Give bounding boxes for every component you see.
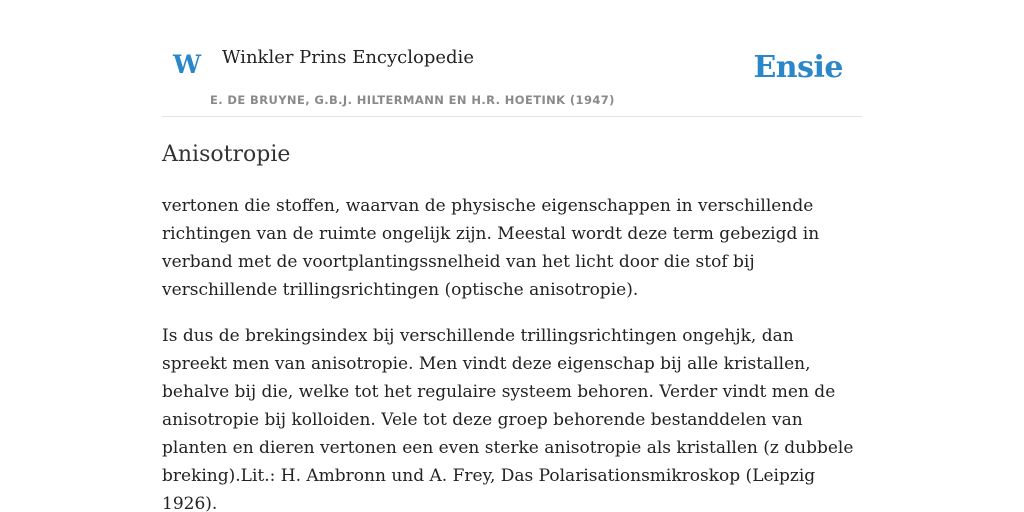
brand-logo[interactable]: Ensie [753, 50, 843, 85]
source-logo[interactable]: W [173, 50, 202, 79]
article-body [162, 192, 862, 512]
source-authors: E. DE BRUYNE, G.B.J. HILTERMANN EN H.R. HOETINK (1947) [210, 93, 615, 107]
article-title: Anisotropie [162, 142, 291, 167]
source-header [162, 0, 862, 117]
article [162, 139, 862, 512]
article-paragraph: Is dus de brekingsindex bij verschillende trillingsrichtingen ongehjk, dan spreekt men van anisotropie. Men vindt deze eigenschap bij alle kristallen, behalve bij die, welke tot het regulaire systeem behoren. Verder vindt men de anisotropie bij kolloiden. Vele tot deze groep behorende bestanddelen van planten en dieren vertonen een even sterke anisotropie als kristallen (z dubbele breking).Lit.: H. Ambronn und A. Frey, Das Polarisationsmikroskop (Leipzig 1926). [162, 326, 854, 512]
article-paragraph: vertonen die stoffen, waarvan de physische eigenschappen in verschillende richtingen van de ruimte ongelijk zijn. Meestal wordt deze term gebezigd in verband met de voortplantingssnelheid van het licht door die stof bij verschillende trillingsrichtingen (optische anisotropie). [162, 196, 820, 300]
source-title[interactable]: Winkler Prins Encyclopedie [222, 47, 474, 68]
